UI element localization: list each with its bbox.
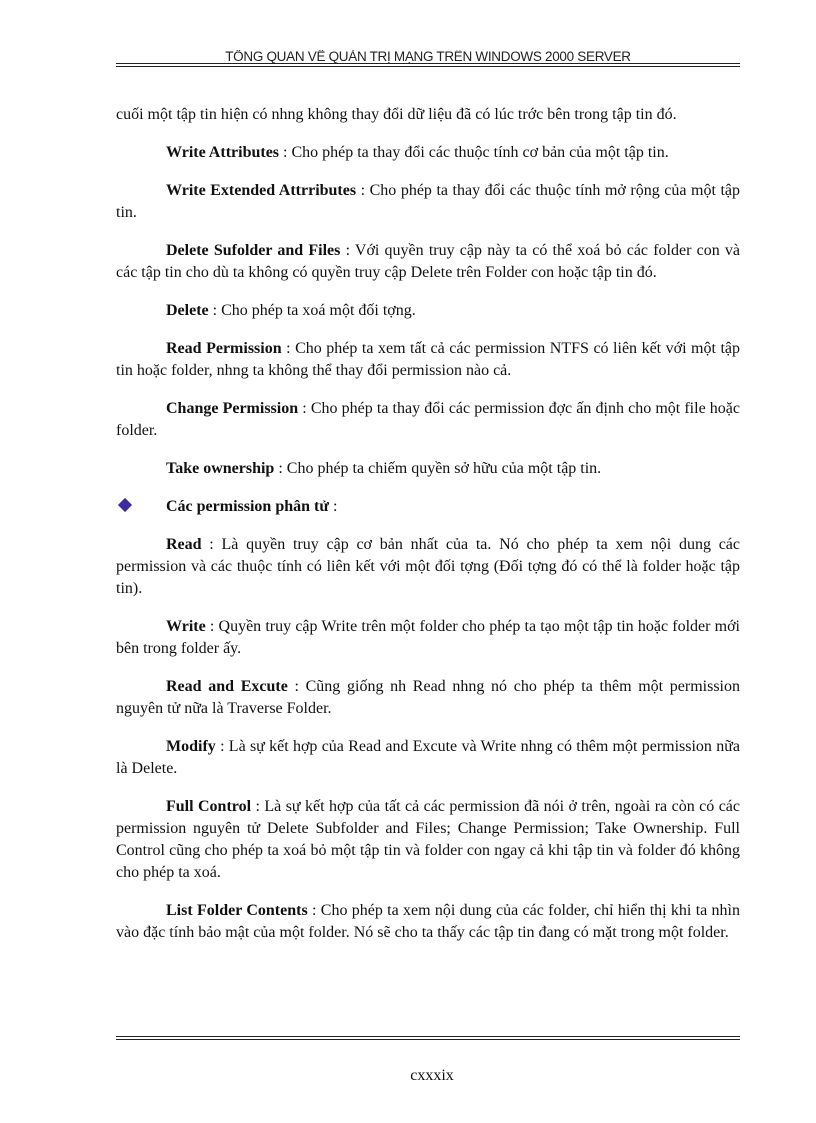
term: Take ownership xyxy=(166,460,275,477)
description: : Cho phép ta chiếm quyền sở hữu của một tập tin. xyxy=(274,460,602,477)
description: : Cho phép ta thay đổi các thuộc tính mở rộng của một tập tin. xyxy=(116,182,741,221)
permission-delete xyxy=(116,300,740,322)
description: : Cho phép ta xem nội dung của các folder, chỉ hiển thị khi ta nhìn vào đặc tính bảo mật của một folder. Nó sẽ cho ta thấy các tập tin đang có mặt trong một folder. xyxy=(116,902,741,941)
term: List Folder Contents xyxy=(166,902,308,919)
permission-modify xyxy=(116,736,740,780)
permission-full-control xyxy=(116,796,740,884)
term: Delete xyxy=(166,302,209,319)
description: : Cho phép ta xem tất cả các permission NTFS có liên kết với một tập tin hoặc folder, nhng ta không thể thay đổi permission nào cả. xyxy=(116,340,741,379)
permission-delete-subfolder-files xyxy=(116,240,740,284)
term: Read xyxy=(166,536,202,553)
diamond-bullet-icon xyxy=(118,498,132,512)
term: Read Permission xyxy=(166,340,282,357)
permission-read-permission xyxy=(116,338,740,382)
description: : Cho phép ta thay đổi các thuộc tính cơ bản của một tập tin. xyxy=(279,144,669,161)
permission-change-permission xyxy=(116,398,740,442)
section-suffix: : xyxy=(328,498,338,515)
term: Write Attributes xyxy=(166,144,280,161)
page-header-title: TỔNG QUAN VỀ QUẢN TRỊ MẠNG TRÊN WINDOWS 2000 SERVER xyxy=(225,50,631,64)
term: Full Control xyxy=(166,798,252,815)
term: Delete Sufolder and Files xyxy=(166,242,341,259)
description: : Là sự kết hợp của Read and Excute và Write nhng có thêm một permission nữa là Delete. xyxy=(116,738,740,777)
permission-write xyxy=(116,616,740,660)
section-title: Các permission phân tử xyxy=(166,498,329,515)
term: Read and Excute xyxy=(166,678,288,695)
description: : Cũng giống nh Read nhng nó cho phép ta thêm một permission nguyên tử nữa là Traverse Folder. xyxy=(116,678,741,717)
description: : Cho phép ta xoá một đối tợng. xyxy=(208,302,416,319)
header-rule-top xyxy=(116,63,740,64)
description: : Là sự kết hợp của tất cả các permission đã nói ở trên, ngoài ra còn có các permission nguyên tử Delete Subfolder and Files; Change Permission; Take Ownership. Full Control cũng cho phép ta xoá bỏ một tập tin và folder con ngay cả khi tập tin và folder đó không cho phép ta xoá. xyxy=(116,798,740,881)
permission-write-extended-attributes xyxy=(116,180,740,224)
section-heading xyxy=(116,496,740,518)
permission-list-folder-contents xyxy=(116,900,740,944)
term: Write Extended Attrributes xyxy=(166,182,357,199)
footer-rule-top xyxy=(116,1036,740,1037)
description: : Là quyền truy cập cơ bản nhất của ta. Nó cho phép ta xem nội dung các permission và các thuộc tính có liên kết với một đối tợng (Đối tợng đó có thể là folder hoặc tập tin). xyxy=(116,536,740,597)
page-number: cxxxix xyxy=(410,1067,454,1084)
term: Change Permission xyxy=(166,400,299,417)
permission-read-and-execute xyxy=(116,676,740,720)
term: Modify xyxy=(166,738,216,755)
permission-take-ownership xyxy=(116,458,740,480)
description: : Cho phép ta thay đổi các permission đợc ấn định cho một file hoặc folder. xyxy=(116,400,741,439)
document-body xyxy=(116,104,740,960)
description: : Với quyền truy cập này ta có thể xoá bỏ các folder con và các tập tin cho dù ta không có quyền truy cập Delete trên Folder con hoặc tập tin đó. xyxy=(116,242,740,281)
header-rule-bottom xyxy=(116,66,740,67)
description: : Quyền truy cập Write trên một folder cho phép ta tạo một tập tin hoặc folder mới bên trong folder ấy. xyxy=(116,618,740,657)
permission-read xyxy=(116,534,740,600)
footer-rule-bottom xyxy=(116,1039,740,1040)
permission-write-attributes xyxy=(116,142,740,164)
term: Write xyxy=(166,618,206,635)
intro-paragraph: cuối một tập tin hiện có nhng không thay đổi dữ liệu đã có lúc trớc bên trong tập tin đó. xyxy=(116,106,677,123)
